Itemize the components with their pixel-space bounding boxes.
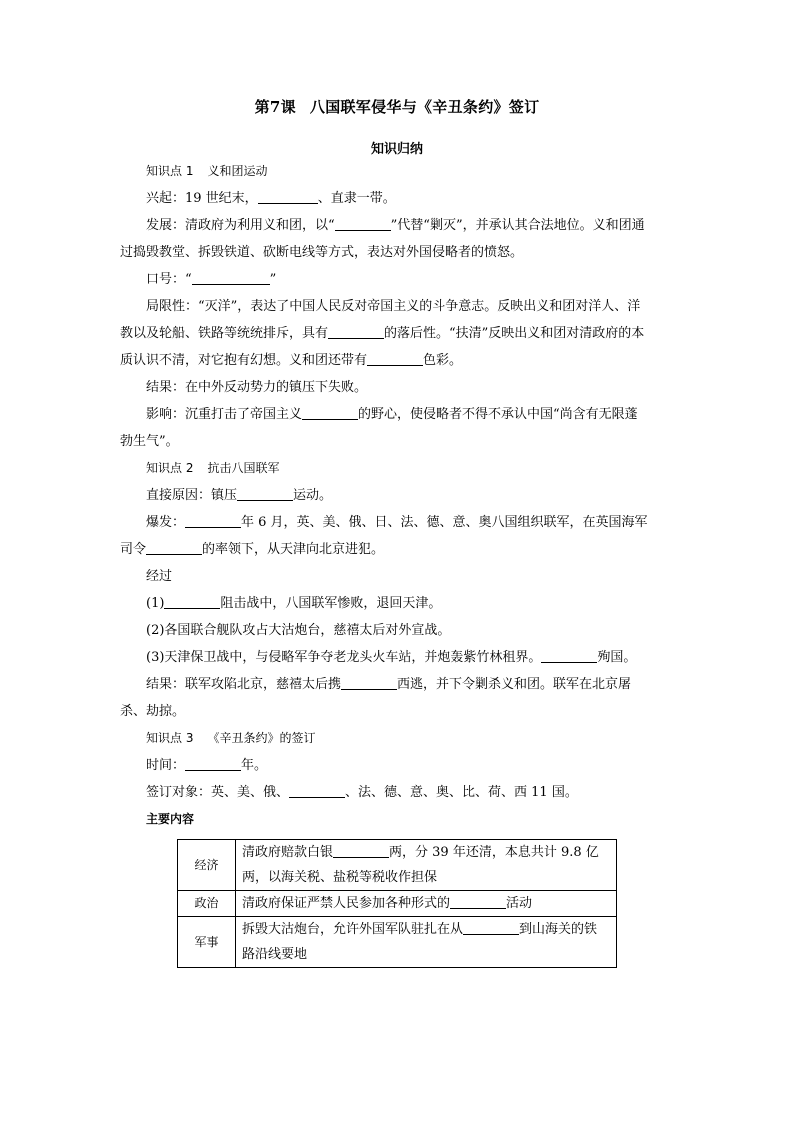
kp1-rise: 兴起：19 世纪末， 、直隶一带。 [146, 191, 396, 206]
fill-blank[interactable] [463, 920, 519, 935]
kp2-step-1: (1) 阻击战中，八国联军惨败，退回天津。 [146, 596, 442, 611]
kp2-outbreak: 爆发： 年 6 月，英、美、俄、日、法、德、意、奥八国组织联军，在英国海军司令 的率领下，从天津向北京进犯。 [120, 515, 648, 557]
knowledge-point-2-heading: 知识点 2 抗击八国联军 [146, 461, 280, 475]
fill-blank[interactable] [192, 270, 270, 285]
kp3-time: 时间： 年。 [146, 758, 268, 773]
lesson-number: 第7课 [254, 98, 296, 116]
lesson-name: 八国联军侵华与《辛丑条约》签订 [309, 98, 540, 116]
table-row [178, 840, 617, 891]
fill-blank[interactable] [335, 216, 391, 231]
kp2-result: 结果：联军攻陷北京，慈禧太后携 西逃，并下令剿杀义和团。联军在北京屠杀、劫掠。 [120, 677, 632, 719]
fill-blank[interactable] [328, 324, 384, 339]
fill-blank[interactable] [302, 405, 358, 420]
treaty-content-table [177, 839, 617, 968]
row-label-economy: 经济 [178, 840, 236, 891]
kp1-impact: 影响：沉重打击了帝国主义 的野心，使侵略者不得不承认中国“尚含有无限蓬勃生气”。 [120, 407, 638, 449]
kp2-cause: 直接原因：镇压 运动。 [146, 488, 333, 503]
row-label-military: 军事 [178, 917, 236, 968]
fill-blank[interactable] [164, 594, 220, 609]
kp2-process: 经过 [146, 569, 173, 584]
knowledge-point-1-heading: 知识点 1 义和团运动 [146, 164, 268, 178]
fill-blank[interactable] [541, 648, 597, 663]
row-content-military: 拆毁大沽炮台，允许外国军队驻扎在从 到山海关的铁路沿线要地 [236, 917, 617, 968]
fill-blank[interactable] [367, 351, 423, 366]
kp2-step-2: (2)各国联合舰队攻占大沽炮台，慈禧太后对外宣战。 [146, 623, 451, 638]
document-body [120, 158, 648, 833]
row-content-politics: 清政府保证严禁人民参加各种形式的 活动 [236, 891, 617, 917]
fill-blank[interactable] [341, 675, 397, 690]
fill-blank[interactable] [333, 843, 389, 858]
table-row [178, 917, 617, 968]
fill-blank[interactable] [237, 486, 293, 501]
table-row [178, 891, 617, 917]
fill-blank[interactable] [185, 756, 241, 771]
fill-blank[interactable] [146, 540, 202, 555]
fill-blank[interactable] [450, 894, 506, 909]
section-heading: 知识归纳 [370, 142, 423, 157]
kp3-main-content-heading: 主要内容 [146, 812, 195, 826]
fill-blank[interactable] [185, 513, 241, 528]
kp2-step-3: (3)天津保卫战中，与侵略军争夺老龙头火车站，并炮轰紫竹林租界。 殉国。 [146, 650, 637, 665]
kp1-slogan: 口号：“ ” [146, 272, 277, 287]
row-label-politics: 政治 [178, 891, 236, 917]
kp1-limitation: 局限性：“灭洋”，表达了中国人民反对帝国主义的斗争意志。反映出义和团对洋人、洋教以及轮船、铁路等统统排斥，具有 的落后性。“扶清”反映出义和团对清政府的本质认识不清，对它抱有幻想。义和团还带有 色彩。 [120, 299, 645, 368]
lesson-title [0, 96, 794, 117]
kp1-result: 结果：在中外反动势力的镇压下失败。 [146, 380, 368, 395]
kp1-development: 发展：清政府为利用义和团，以“ ”代替“剿灭”，并承认其合法地位。义和团通过捣毁教堂、拆毁铁道、砍断电线等方式，表达对外国侵略者的愤怒。 [120, 218, 645, 260]
fill-blank[interactable] [289, 783, 345, 798]
row-content-economy: 清政府赔款白银 两，分 39 年还清，本息共计 9.8 亿两，以海关税、盐税等税收作担保 [236, 840, 617, 891]
kp3-parties: 签订对象：英、美、俄、 、法、德、意、奥、比、荷、西 11 国。 [146, 785, 578, 800]
fill-blank[interactable] [258, 189, 318, 204]
knowledge-point-3-heading: 知识点 3 《辛丑条约》的签订 [146, 731, 316, 745]
